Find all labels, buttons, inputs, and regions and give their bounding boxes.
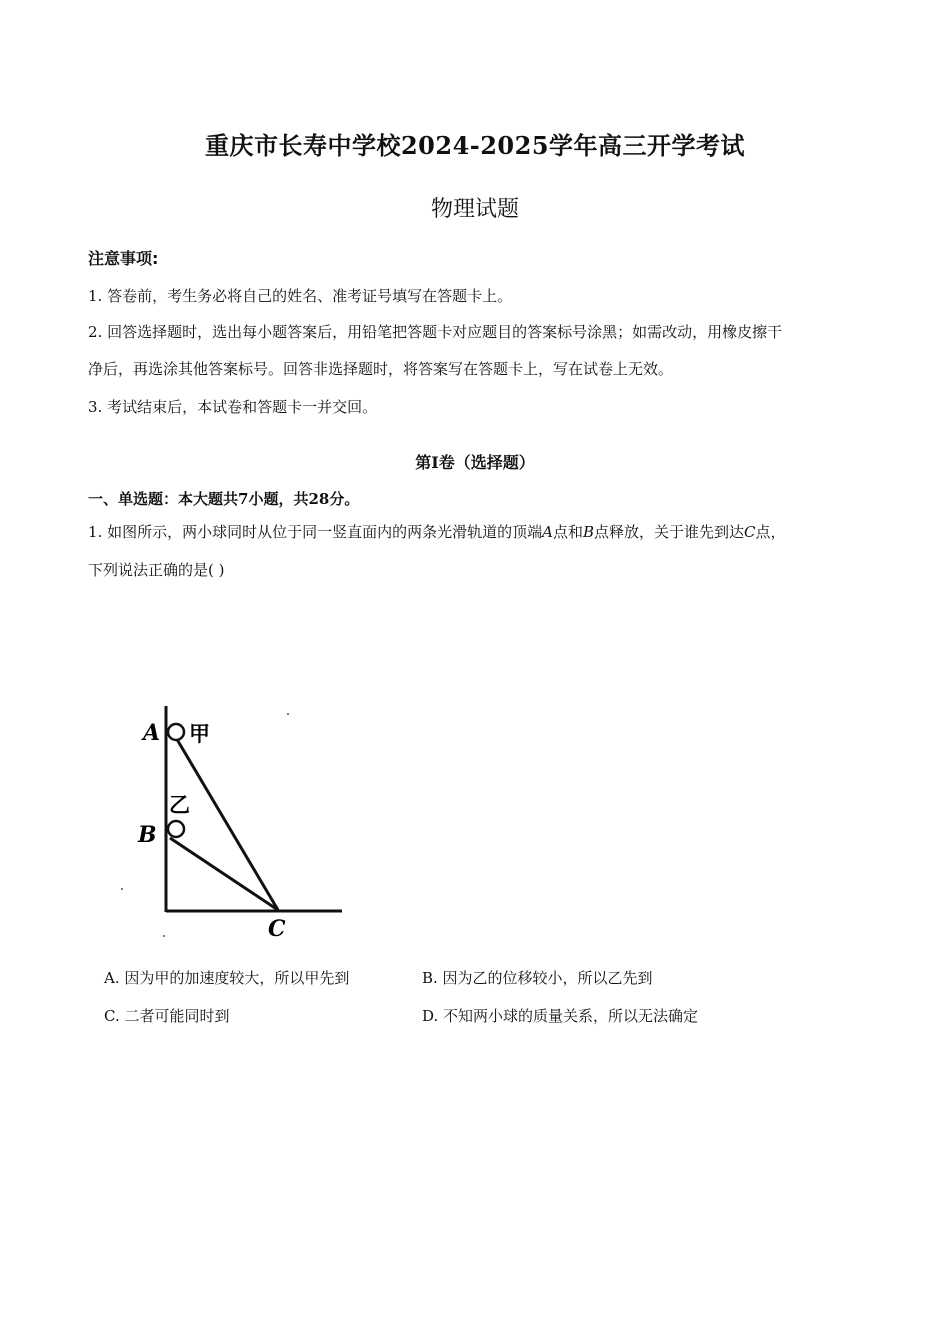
option-a[interactable]: A. 因为甲的加速度较大，所以甲先到 bbox=[104, 969, 350, 987]
notice-item-2-cont: 净后，再选涂其他答案标号。回答非选择题时，将答案写在答题卡上，写在试卷上无效。 bbox=[88, 360, 674, 378]
label-yi: 乙 bbox=[169, 793, 190, 817]
exam-title: 重庆市长寿中学校2024-2025学年高三开学考试 bbox=[204, 131, 746, 160]
exam-subject: 物理试题 bbox=[430, 197, 519, 222]
group-title: 一、单选题：本大题共7小题，共28分。 bbox=[88, 490, 360, 508]
track-bc bbox=[170, 838, 278, 910]
track-diagram bbox=[120, 696, 360, 946]
var-a: A bbox=[542, 523, 553, 541]
option-c[interactable]: C. 二者可能同时到 bbox=[104, 1007, 230, 1025]
speck-3 bbox=[163, 935, 165, 937]
ball-yi bbox=[168, 821, 184, 837]
label-c: C bbox=[268, 916, 286, 942]
stem-text-3: 点释放，关于谁先到达 bbox=[593, 523, 744, 541]
label-jia: 甲 bbox=[189, 722, 210, 746]
ball-jia bbox=[168, 724, 184, 740]
label-a: A bbox=[143, 720, 161, 746]
speck-2 bbox=[121, 888, 123, 890]
var-b: B bbox=[582, 523, 594, 541]
stem-text-1: 1. 如图所示，两小球同时从位于同一竖直面内的两条光滑轨道的顶端 bbox=[88, 523, 543, 541]
notice-item-2: 2. 回答选择题时，选出每小题答案后，用铅笔把答题卡对应题目的答案标号涂黑；如需改动，用橡皮擦干 bbox=[88, 323, 783, 341]
notice-heading: 注意事项: bbox=[88, 249, 159, 268]
section-title: 第I卷（选择题） bbox=[415, 453, 535, 472]
stem-text-2: 点和 bbox=[552, 523, 583, 541]
speck-1 bbox=[287, 713, 289, 715]
option-b[interactable]: B. 因为乙的位移较小，所以乙先到 bbox=[422, 969, 653, 987]
label-b: B bbox=[138, 822, 157, 848]
question-1-stem bbox=[88, 522, 786, 542]
option-d[interactable]: D. 不知两小球的质量关系，所以无法确定 bbox=[422, 1007, 699, 1025]
notice-item-3: 3. 考试结束后，本试卷和答题卡一并交回。 bbox=[88, 398, 378, 416]
question-1-stem-line2: 下列说法正确的是( ) bbox=[88, 561, 225, 579]
stem-text-4: 点， bbox=[755, 523, 786, 541]
var-c: C bbox=[744, 523, 756, 541]
track-ac bbox=[175, 736, 278, 910]
notice-item-1: 1. 答卷前，考生务必将自己的姓名、准考证号填写在答题卡上。 bbox=[88, 287, 513, 305]
